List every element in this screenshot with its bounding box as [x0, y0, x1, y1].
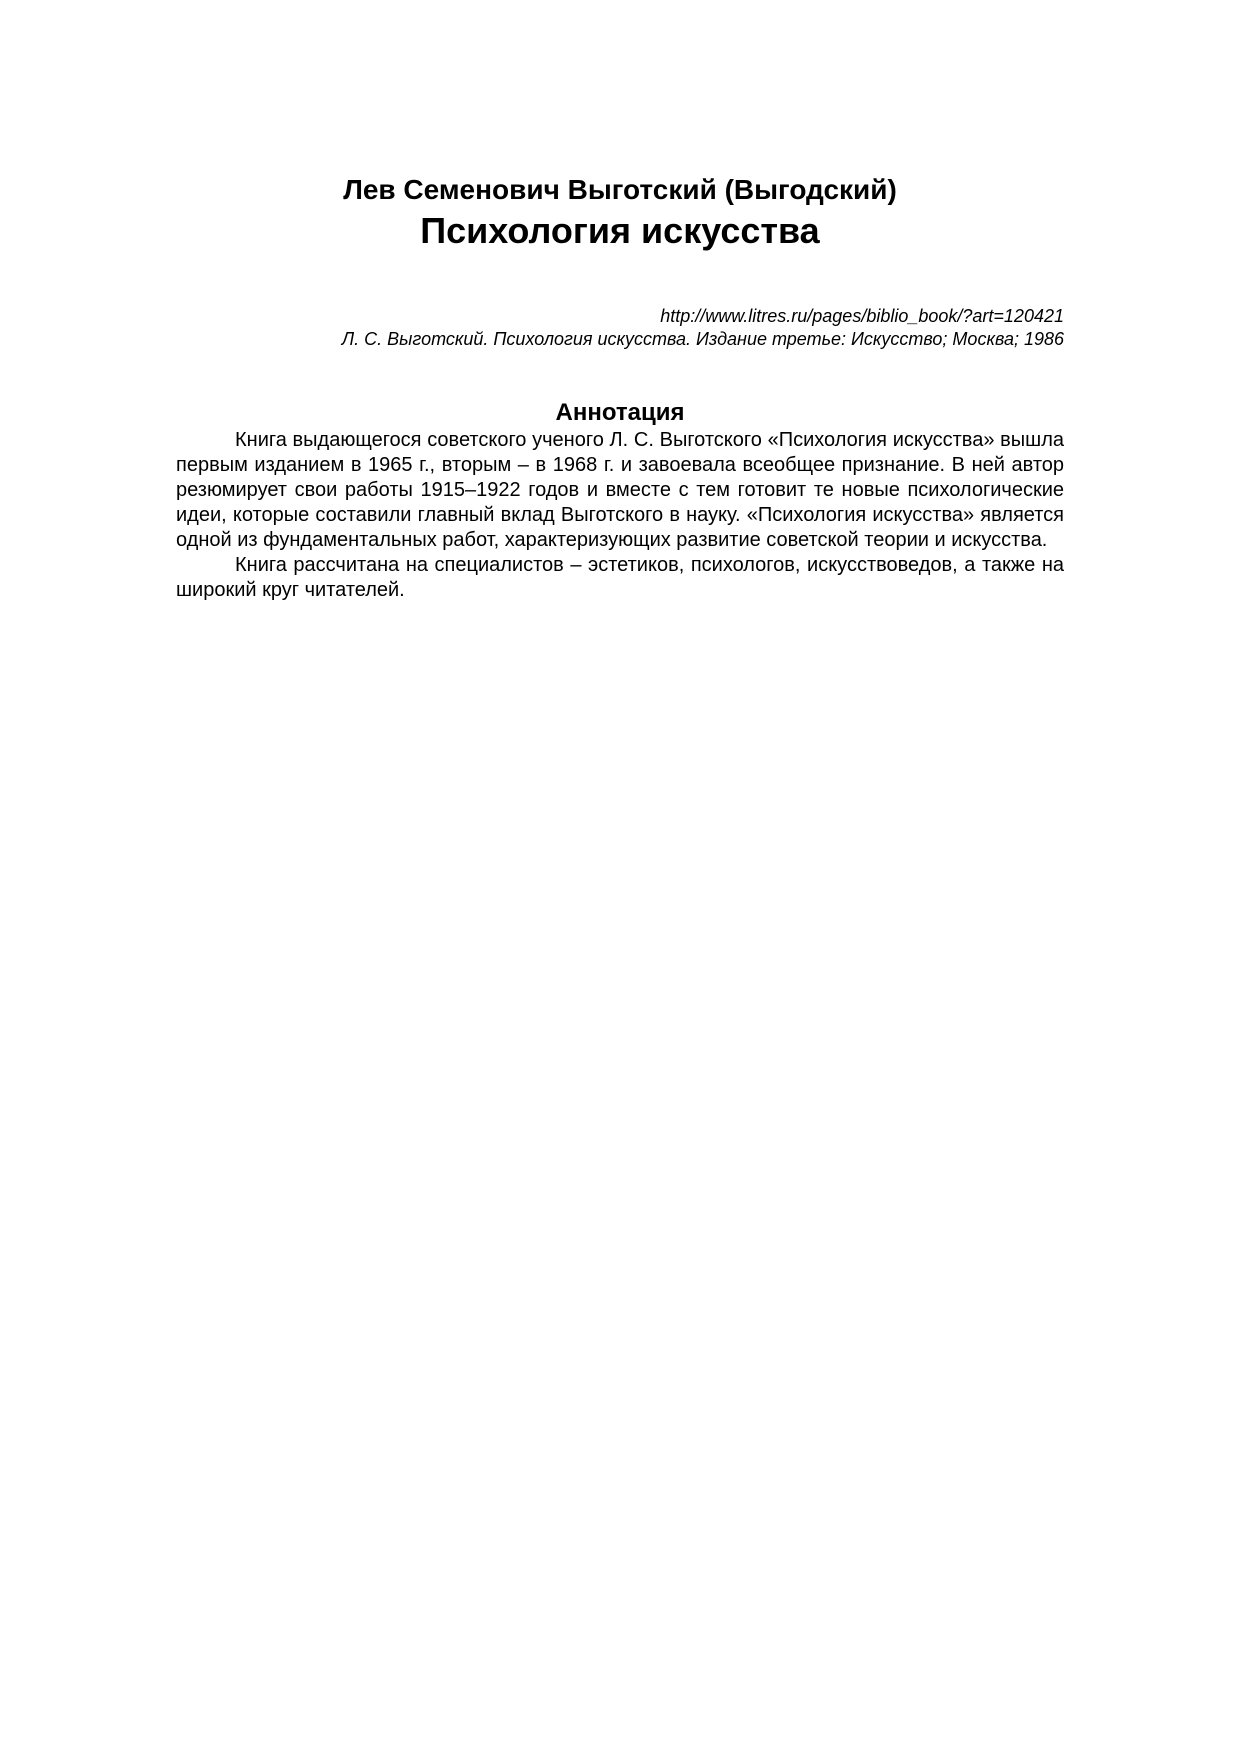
book-title: Психология искусства: [420, 210, 820, 251]
annotation-paragraph: Книга выдающегося советского ученого Л. С. Выготского «Психология искусства» вышла первым изданием в 1965 г., вторым – в 1968 г. и завоевала всеобщее признание. В ней автор резюмирует свои работы 1915–1922 годов и вместе с тем готовит те новые психологические идеи, которые составили главный вклад Выготского в науку. «Психология искусства» является одной из фундаментальных работ, характеризующих развитие советской теории и искусства.: [176, 429, 1064, 551]
annotation-heading: Аннотация: [555, 399, 685, 426]
annotation-body: [176, 428, 1064, 603]
edition-info: Л. С. Выготский. Психология искусства. Издание третье: Искусство; Москва; 1986: [341, 329, 1064, 349]
annotation-paragraph: Книга рассчитана на специалистов – эстетиков, психологов, искусствоведов, а также на широкий круг читателей.: [176, 554, 1064, 601]
source-url: http://www.litres.ru/pages/biblio_book/?art=120421: [660, 306, 1064, 326]
author-name: Лев Семенович Выготский (Выгодский): [343, 174, 897, 205]
